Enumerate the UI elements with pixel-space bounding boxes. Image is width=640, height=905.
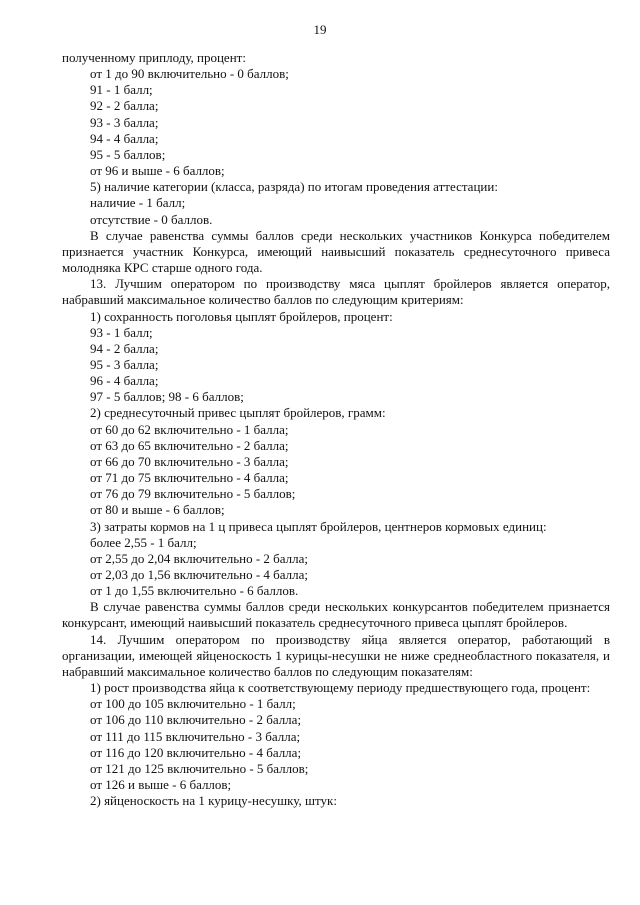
list-item: наличие - 1 балл; xyxy=(90,195,186,211)
list-item: 93 - 1 балл; xyxy=(90,324,153,340)
criterion-heading: 1) рост производства яйца к соответствующему периоду предшествующего года, процент: xyxy=(90,680,591,696)
list-item: 91 - 1 балл; xyxy=(90,82,153,98)
list-item: более 2,55 - 1 балл; xyxy=(90,534,197,550)
criterion-heading: 2) яйценоскость на 1 курицу-несушку, штук: xyxy=(90,793,337,809)
list-item: 92 - 2 балла; xyxy=(90,98,159,114)
list-item: от 100 до 105 включительно - 1 балл; xyxy=(90,696,296,712)
criterion-heading: 5) наличие категории (класса, разряда) по итогам проведения аттестации: xyxy=(90,179,498,195)
list-item: 97 - 5 баллов; 98 - 6 баллов; xyxy=(90,389,244,405)
list-item: от 66 до 70 включительно - 3 балла; xyxy=(90,453,289,469)
list-item: от 106 до 110 включительно - 2 балла; xyxy=(90,712,302,728)
list-item: от 2,55 до 2,04 включительно - 2 балла; xyxy=(90,550,309,566)
list-item: 94 - 2 балла; xyxy=(90,340,159,356)
criterion-heading: 1) сохранность поголовья цыплят бройлеров, процент: xyxy=(90,308,393,324)
page-number: 19 xyxy=(313,22,327,37)
list-item: от 80 и выше - 6 баллов; xyxy=(90,502,225,518)
document-body xyxy=(62,50,610,809)
list-item: 94 - 4 балла; xyxy=(90,130,159,146)
list-item: от 71 до 75 включительно - 4 балла; xyxy=(90,470,289,486)
list-item: от 121 до 125 включительно - 5 баллов; xyxy=(90,760,309,776)
list-item: от 63 до 65 включительно - 2 балла; xyxy=(90,437,289,453)
list-item: от 1 до 90 включительно - 0 баллов; xyxy=(90,66,289,82)
list-item: от 126 и выше - 6 баллов; xyxy=(90,777,232,793)
paragraph: В случае равенства суммы баллов среди нескольких участников Конкурса победителем признается участник Конкурса, имеющий наивысший показатель среднесуточного привеса молодняка КРС старше одного года. xyxy=(62,227,610,276)
list-item: от 2,03 до 1,56 включительно - 4 балла; xyxy=(90,567,309,582)
list-item: 93 - 3 балла; xyxy=(90,114,159,130)
section-paragraph-13: 13. Лучшим оператором по производству мяса цыплят бройлеров является оператор, набравший максимальное количество баллов по следующим критериям: xyxy=(62,276,610,308)
list-item: 95 - 5 баллов; xyxy=(90,146,166,162)
list-item: 96 - 4 балла; xyxy=(90,373,159,389)
list-item: от 116 до 120 включительно - 4 балла; xyxy=(90,744,302,760)
text-line: полученному приплоду, процент: xyxy=(62,50,246,65)
section-paragraph-14: 14. Лучшим оператором по производству яйца является оператор, работающий в организации, имеющей яйценоскость 1 курицы-несушки не ниже среднеобластного показателя, и набравший максимальное количество баллов по следующим показателям: xyxy=(62,631,610,679)
list-item: от 111 до 115 включительно - 3 балла; xyxy=(90,728,301,744)
criterion-heading: 2) среднесуточный привес цыплят бройлеров, грамм: xyxy=(90,405,386,421)
list-item: от 96 и выше - 6 баллов; xyxy=(90,163,225,179)
list-item: от 60 до 62 включительно - 1 балла; xyxy=(90,421,289,437)
paragraph: В случае равенства суммы баллов среди нескольких конкурсантов победителем признается конкурсант, имеющий наивысший показатель среднесуточного привеса цыплят бройлеров. xyxy=(62,599,610,631)
list-item: от 76 до 79 включительно - 5 баллов; xyxy=(90,486,296,502)
criterion-heading: 3) затраты кормов на 1 ц привеса цыплят бройлеров, центнеров кормовых единиц: xyxy=(90,518,547,534)
list-item: от 1 до 1,55 включительно - 6 баллов. xyxy=(90,583,299,599)
list-item: 95 - 3 балла; xyxy=(90,356,159,372)
list-item: отсутствие - 0 баллов. xyxy=(90,211,213,227)
